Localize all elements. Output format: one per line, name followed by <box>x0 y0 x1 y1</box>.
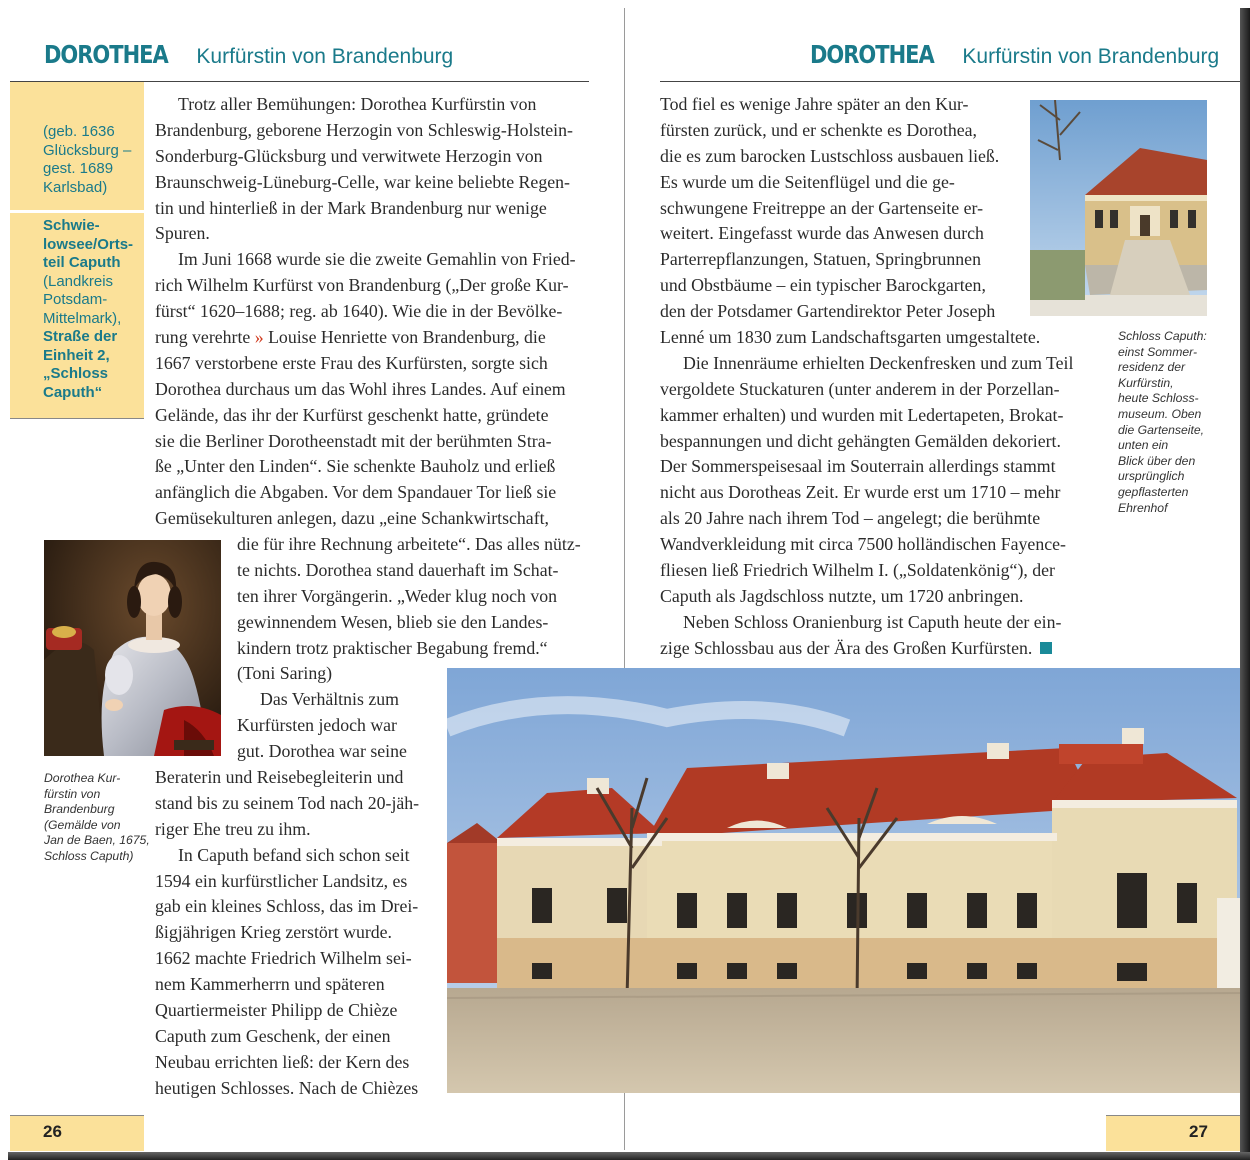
text-line: tin und hinterließ in der Mark Brandenburg nur wenige <box>155 197 547 218</box>
schloss-caputh-courtyard-photo <box>447 668 1242 1093</box>
caption-line: Schloss Caputh) <box>44 848 134 863</box>
caption-line: (Gemälde von <box>44 817 121 832</box>
text-segment: rung verehrte <box>155 327 251 348</box>
text-line: Braunschweig-Lüneburg-Celle, war keine beliebte Regen- <box>155 171 570 192</box>
sidebox-line: (Landkreis <box>43 272 114 290</box>
text-line: Im Juni 1668 wurde sie die zweite Gemahlin von Fried- <box>178 249 576 270</box>
text-line: Beraterin und Reisebegleiterin und <box>155 767 404 787</box>
sidebox-line: Mittelmark), <box>43 309 122 327</box>
text-line: bespannungen und dicht gehängten Gemälden dekoriert. <box>660 430 1061 451</box>
text-line: 1594 ein kurfürstlicher Landsitz, es <box>155 870 408 891</box>
text-line: kindern trotz praktischer Begabung fremd.“ <box>237 637 548 658</box>
caption-line: museum. Oben <box>1118 406 1202 421</box>
text-line: fürsten zurück, und er schenkte es Dorothea, <box>660 119 977 140</box>
sidebox-line: Straße der <box>43 328 118 345</box>
caption-line: Jan de Baen, 1675, <box>44 833 150 848</box>
sidebox-line: (geb. 1636 <box>43 123 115 140</box>
caption-line: die Gartenseite, <box>1118 422 1205 437</box>
text-line: In Caputh befand sich schon seit <box>178 844 410 865</box>
text-line: riger Ehe treu zu ihm. <box>155 818 311 839</box>
dorothea-portrait-image <box>44 540 221 756</box>
caption-line: Blick über den <box>1118 453 1196 468</box>
text-line: als 20 Jahre nach ihrem Tod – angelegt; die berühmte <box>660 508 1041 529</box>
schloss-caputh-garden-photo <box>1030 100 1207 316</box>
text-line: Tod fiel es wenige Jahre später an den Kur- <box>660 94 969 114</box>
sidebox-line: Glücksburg – <box>43 141 132 159</box>
sidebox-line: teil Caputh <box>43 254 121 271</box>
text-line: nem Kammerherrn und späteren <box>155 974 385 995</box>
text-line: ße „Unter den Linden“. Sie schenkte Bauholz und erließ <box>155 456 556 477</box>
text-line: anfänglich die Abgaben. Vor dem Spandauer Tor ließ sie <box>155 482 557 503</box>
caption-line: unten ein <box>1118 438 1169 453</box>
caption-line: Kurfürstin, <box>1118 375 1174 390</box>
caputh-photo-caption <box>1118 329 1207 516</box>
text-line: Brandenburg, geborene Herzogin von Schleswig-Holstein- <box>155 119 573 140</box>
caption-line: Dorothea Kur- <box>44 771 121 785</box>
text-line: Neben Schloss Oranienburg ist Caputh heute der ein- <box>683 611 1062 632</box>
spread-shadow-right <box>1240 8 1250 1160</box>
crossref-link-text[interactable]: Louise Henriette von Brandenburg, die <box>263 327 546 348</box>
page-number-right <box>1106 1115 1242 1151</box>
text-line: ßigjährigen Krieg zerstört wurde. <box>155 922 392 943</box>
text-segment: zige Schlossbau aus der Ära des Großen Kurfürsten. <box>660 637 1033 658</box>
right-body-text <box>660 92 1073 662</box>
sidebox-line: Einheit 2, <box>43 346 110 364</box>
text-line: Es wurde um die Seitenflügel und die ge- <box>660 171 955 192</box>
right-page-header <box>810 40 1219 69</box>
text-line: (Toni Saring) <box>237 663 333 684</box>
header-subtitle: Kurfürstin von Brandenburg <box>196 45 454 68</box>
text-line: nicht aus Dorotheas Zeit. Er wurde erst um 1710 – mehr <box>660 482 1061 503</box>
text-line: Caputh zum Geschenk, der einen <box>155 1025 391 1046</box>
sidebox-line: gest. 1689 <box>43 160 114 177</box>
header-name: DOROTHEA <box>810 40 934 69</box>
text-line: Das Verhältnis zum <box>260 689 399 710</box>
text-line: sie die Berliner Dorotheenstadt mit der berühmten Stra- <box>155 430 552 451</box>
text-line: Caputh als Jagdschloss nutzte, um 1720 anbringen. <box>660 585 1024 606</box>
caption-line: Ehrenhof <box>1118 500 1168 515</box>
text-line: Quartiermeister Philipp de Chièze <box>155 1000 398 1021</box>
sidebox-line: Potsdam- <box>43 291 108 308</box>
text-line: te nichts. Dorothea stand dauerhaft im Schat- <box>237 559 559 580</box>
text-line: rich Wilhelm Kurfürst von Brandenburg („Der große Kur- <box>155 275 569 296</box>
text-line-end <box>660 636 1073 662</box>
left-body-text <box>155 92 576 532</box>
text-line: Sonderburg-Glücksburg und verwitwete Herzogin von <box>155 145 543 166</box>
caption-line: Brandenburg <box>44 802 115 817</box>
text-line: vergoldete Stuckaturen (unter anderem in der Porzellan- <box>660 378 1060 399</box>
text-line: Dorothea durchaus um das Wohl ihres Landes. Auf einem <box>155 378 566 399</box>
page-number: 27 <box>1189 1122 1208 1141</box>
left-body-text-lower <box>155 765 419 1102</box>
text-line: fürst“ 1620–1688; reg. ab 1640). Wie die in der Bevölke- <box>155 301 563 322</box>
text-line: stand bis zu seinem Tod nach 20-jäh- <box>155 792 420 813</box>
crossref-arrow-icon[interactable]: » <box>254 327 264 348</box>
text-line: Kurfürsten jedoch war <box>237 715 397 736</box>
spread-shadow-bottom <box>8 1152 1250 1160</box>
text-line: ten ihrer Vorgängerin. „Weder klug noch von <box>237 585 558 606</box>
text-line: Wandverkleidung mit circa 7500 holländischen Fayence- <box>660 534 1066 555</box>
text-line: Lenné um 1830 zum Landschaftsgarten umgestaltete. <box>660 327 1041 348</box>
caption-line: gepflasterten <box>1118 484 1189 499</box>
text-line: Parterrepflanzungen, Statuen, Springbrunnen <box>660 249 981 270</box>
text-line: fliesen ließ Friedrich Wilhelm I. („Soldatenkönig“), der <box>660 560 1055 581</box>
text-line: weitert. Eingefasst wurde das Anwesen durch <box>660 223 984 244</box>
text-line: schwungene Freitreppe an der Gartenseite er- <box>660 197 984 218</box>
text-line: kammer erhalten) und wurden mit Ledertapeten, Brokat- <box>660 404 1064 425</box>
text-line: Die Innenräume erhielten Deckenfresken und zum Teil <box>683 352 1074 373</box>
header-subtitle: Kurfürstin von Brandenburg <box>962 45 1220 68</box>
header-name: DOROTHEA <box>44 40 168 69</box>
text-line: Gemüsekulturen anlegen, dazu „eine Schankwirtschaft, <box>155 508 550 529</box>
left-page-header <box>44 40 453 69</box>
text-line: Spuren. <box>155 223 210 244</box>
caption-line: fürstin von <box>44 786 101 801</box>
sidebox-dates <box>10 82 144 212</box>
text-line: den der Potsdamer Gartendirektor Peter Joseph <box>660 301 996 322</box>
end-of-article-square-icon <box>1040 642 1052 654</box>
text-line: Trotz aller Bemühungen: Dorothea Kurfürstin von <box>178 94 537 114</box>
text-line: gewinnendem Wesen, blieb sie den Landes- <box>237 611 549 632</box>
text-line: Gelände, das ihr der Kurfürst geschenkt hatte, gründete <box>155 404 549 425</box>
text-line: die für ihre Rechnung arbeitete“. Das alles nütz- <box>237 534 581 554</box>
sidebox-line: Schwie- <box>43 217 100 234</box>
text-line: 1662 machte Friedrich Wilhelm sei- <box>155 948 412 969</box>
page-number: 26 <box>43 1122 62 1141</box>
text-line: Der Sommerspeisesaal im Souterrain allerdings stammt <box>660 456 1056 477</box>
text-line: Neubau errichten ließ: der Kern des <box>155 1051 410 1072</box>
caption-line: Schloss Caputh: <box>1118 329 1207 343</box>
text-line: gut. Dorothea war seine <box>237 741 407 762</box>
text-line: gab ein kleines Schloss, das im Drei- <box>155 896 419 917</box>
text-line: die es zum barocken Lustschloss ausbauen ließ. <box>660 145 1000 166</box>
header-rule-right <box>660 81 1242 82</box>
sidebox-line: Caputh“ <box>43 383 103 401</box>
caption-line: einst Sommer- <box>1118 344 1198 359</box>
caption-line: ursprünglich <box>1118 469 1185 484</box>
sidebox-line: „Schloss <box>43 365 109 382</box>
text-line: heutigen Schlosses. Nach de Chièzes <box>155 1077 419 1098</box>
sidebox-line: Karlsbad) <box>43 178 108 196</box>
text-line: und Obstbäume – ein typischer Barockgarten, <box>660 275 986 296</box>
caption-line: heute Schloss- <box>1118 391 1199 406</box>
text-line: 1667 verstorbene erste Frau des Kurfürsten, sorgte sich <box>155 352 548 373</box>
text-line-with-crossref <box>155 325 576 351</box>
portrait-caption <box>44 771 150 865</box>
page-number-left <box>10 1115 144 1151</box>
caption-line: residenz der <box>1118 360 1186 375</box>
sidebox-location <box>10 213 144 419</box>
sidebox-line: lowsee/Orts- <box>43 235 134 253</box>
